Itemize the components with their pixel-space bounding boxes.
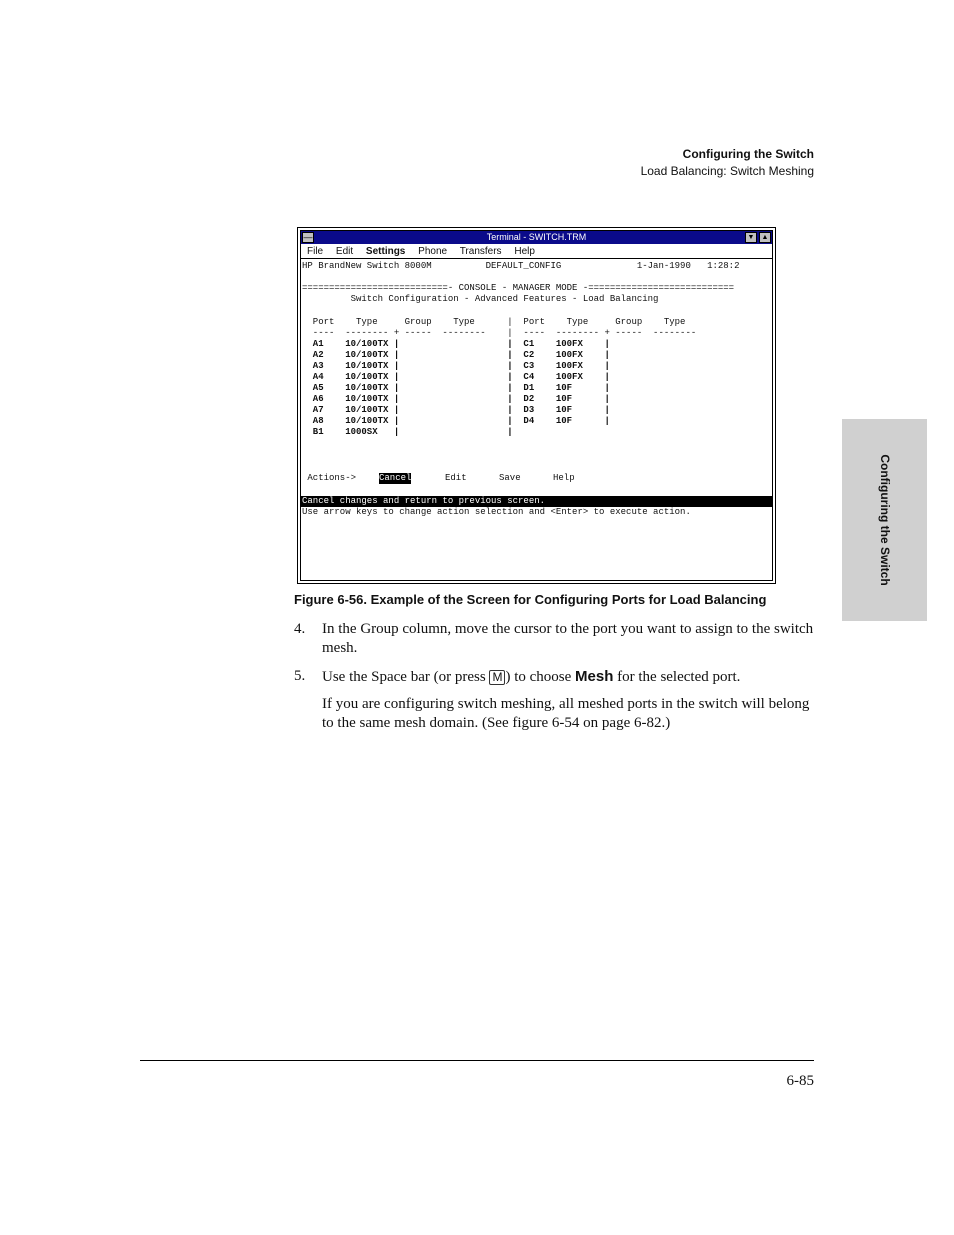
step-5-number: 5. xyxy=(294,668,306,684)
step-5-note-text: If you are configuring switch meshing, all meshed ports in the switch will belong to the same mesh domain. (See figure 6-54 on page 6-82.) xyxy=(322,696,810,731)
table-row[interactable]: A5 10/100TX | | D1 10F | xyxy=(302,383,610,393)
chapter-tab xyxy=(842,419,927,621)
step-4 xyxy=(294,620,814,658)
window-title: Terminal - SWITCH.TRM xyxy=(486,232,587,242)
menu-settings[interactable]: Settings xyxy=(365,246,406,257)
footer-rule xyxy=(140,1060,814,1061)
terminal-frame xyxy=(300,230,773,581)
menu-file[interactable]: File xyxy=(307,246,324,257)
mesh-term: Mesh xyxy=(575,668,614,685)
table-row[interactable]: A7 10/100TX | | D3 10F | xyxy=(302,405,610,415)
table-header: Port Type Group Type | Port Type Group Type xyxy=(302,317,686,327)
menu-bar xyxy=(301,245,772,259)
table-row[interactable]: A4 10/100TX | | C4 100FX | xyxy=(302,372,610,382)
action-edit[interactable]: Edit xyxy=(445,473,467,483)
mode-line: ===========================- CONSOLE - MANAGER MODE -=========================== xyxy=(302,283,735,293)
step-5-text: Use the Space bar (or press M ) to choose Mesh for the selected port. xyxy=(322,668,741,685)
message-bar: Cancel changes and return to previous screen. xyxy=(301,496,772,507)
window-titlebar[interactable] xyxy=(301,231,772,244)
terminal-screen[interactable] xyxy=(301,259,772,580)
table-rule: ---- -------- + ----- -------- | ---- -------- + ----- -------- xyxy=(302,328,697,338)
action-cancel[interactable]: Cancel xyxy=(379,473,412,483)
table-row[interactable]: A2 10/100TX | | C2 100FX | xyxy=(302,350,610,360)
action-help[interactable]: Help xyxy=(553,473,575,483)
menu-edit[interactable]: Edit xyxy=(335,246,354,257)
chapter-tab-label: Configuring the Switch xyxy=(877,454,892,586)
system-menu-icon[interactable]: — xyxy=(303,232,313,242)
running-header-subtitle: Load Balancing: Switch Meshing xyxy=(640,164,814,178)
step-5-note xyxy=(294,695,814,733)
menu-phone[interactable]: Phone xyxy=(418,246,448,257)
step-4-number: 4. xyxy=(294,621,306,637)
m-key-icon: M xyxy=(489,670,505,685)
action-save[interactable]: Save xyxy=(499,473,521,483)
table-row[interactable]: A8 10/100TX | | D4 10F | xyxy=(302,416,610,426)
figure-caption: Figure 6-56. Example of the Screen for Configuring Ports for Load Balancing xyxy=(294,592,767,607)
menu-help[interactable]: Help xyxy=(514,246,535,257)
table-row[interactable]: A1 10/100TX | | C1 100FX | xyxy=(302,339,610,349)
step-5 xyxy=(294,667,814,687)
screen-title: Switch Configuration - Advanced Features - Load Balancing xyxy=(302,294,659,304)
maximize-icon[interactable]: ▲ xyxy=(759,232,771,243)
status-line: HP BrandNew Switch 8000M DEFAULT_CONFIG 1-Jan-1990 1:28:2 xyxy=(302,261,740,271)
terminal-window xyxy=(297,227,776,584)
minimize-icon[interactable]: ▼ xyxy=(745,232,757,243)
table-row[interactable]: A3 10/100TX | | C3 100FX | xyxy=(302,361,610,371)
hint-line: Use arrow keys to change action selection and <Enter> to execute action. xyxy=(302,507,691,517)
actions-label: Actions-> xyxy=(302,473,357,483)
step-4-text: In the Group column, move the cursor to the port you want to assign to the switch mesh. xyxy=(322,621,814,656)
menu-transfers[interactable]: Transfers xyxy=(459,246,502,257)
table-row[interactable]: B1 1000SX | | xyxy=(302,427,513,437)
page-number: 6-85 xyxy=(786,1073,814,1089)
running-header-title: Configuring the Switch xyxy=(682,147,814,161)
table-row[interactable]: A6 10/100TX | | D2 10F | xyxy=(302,394,610,404)
